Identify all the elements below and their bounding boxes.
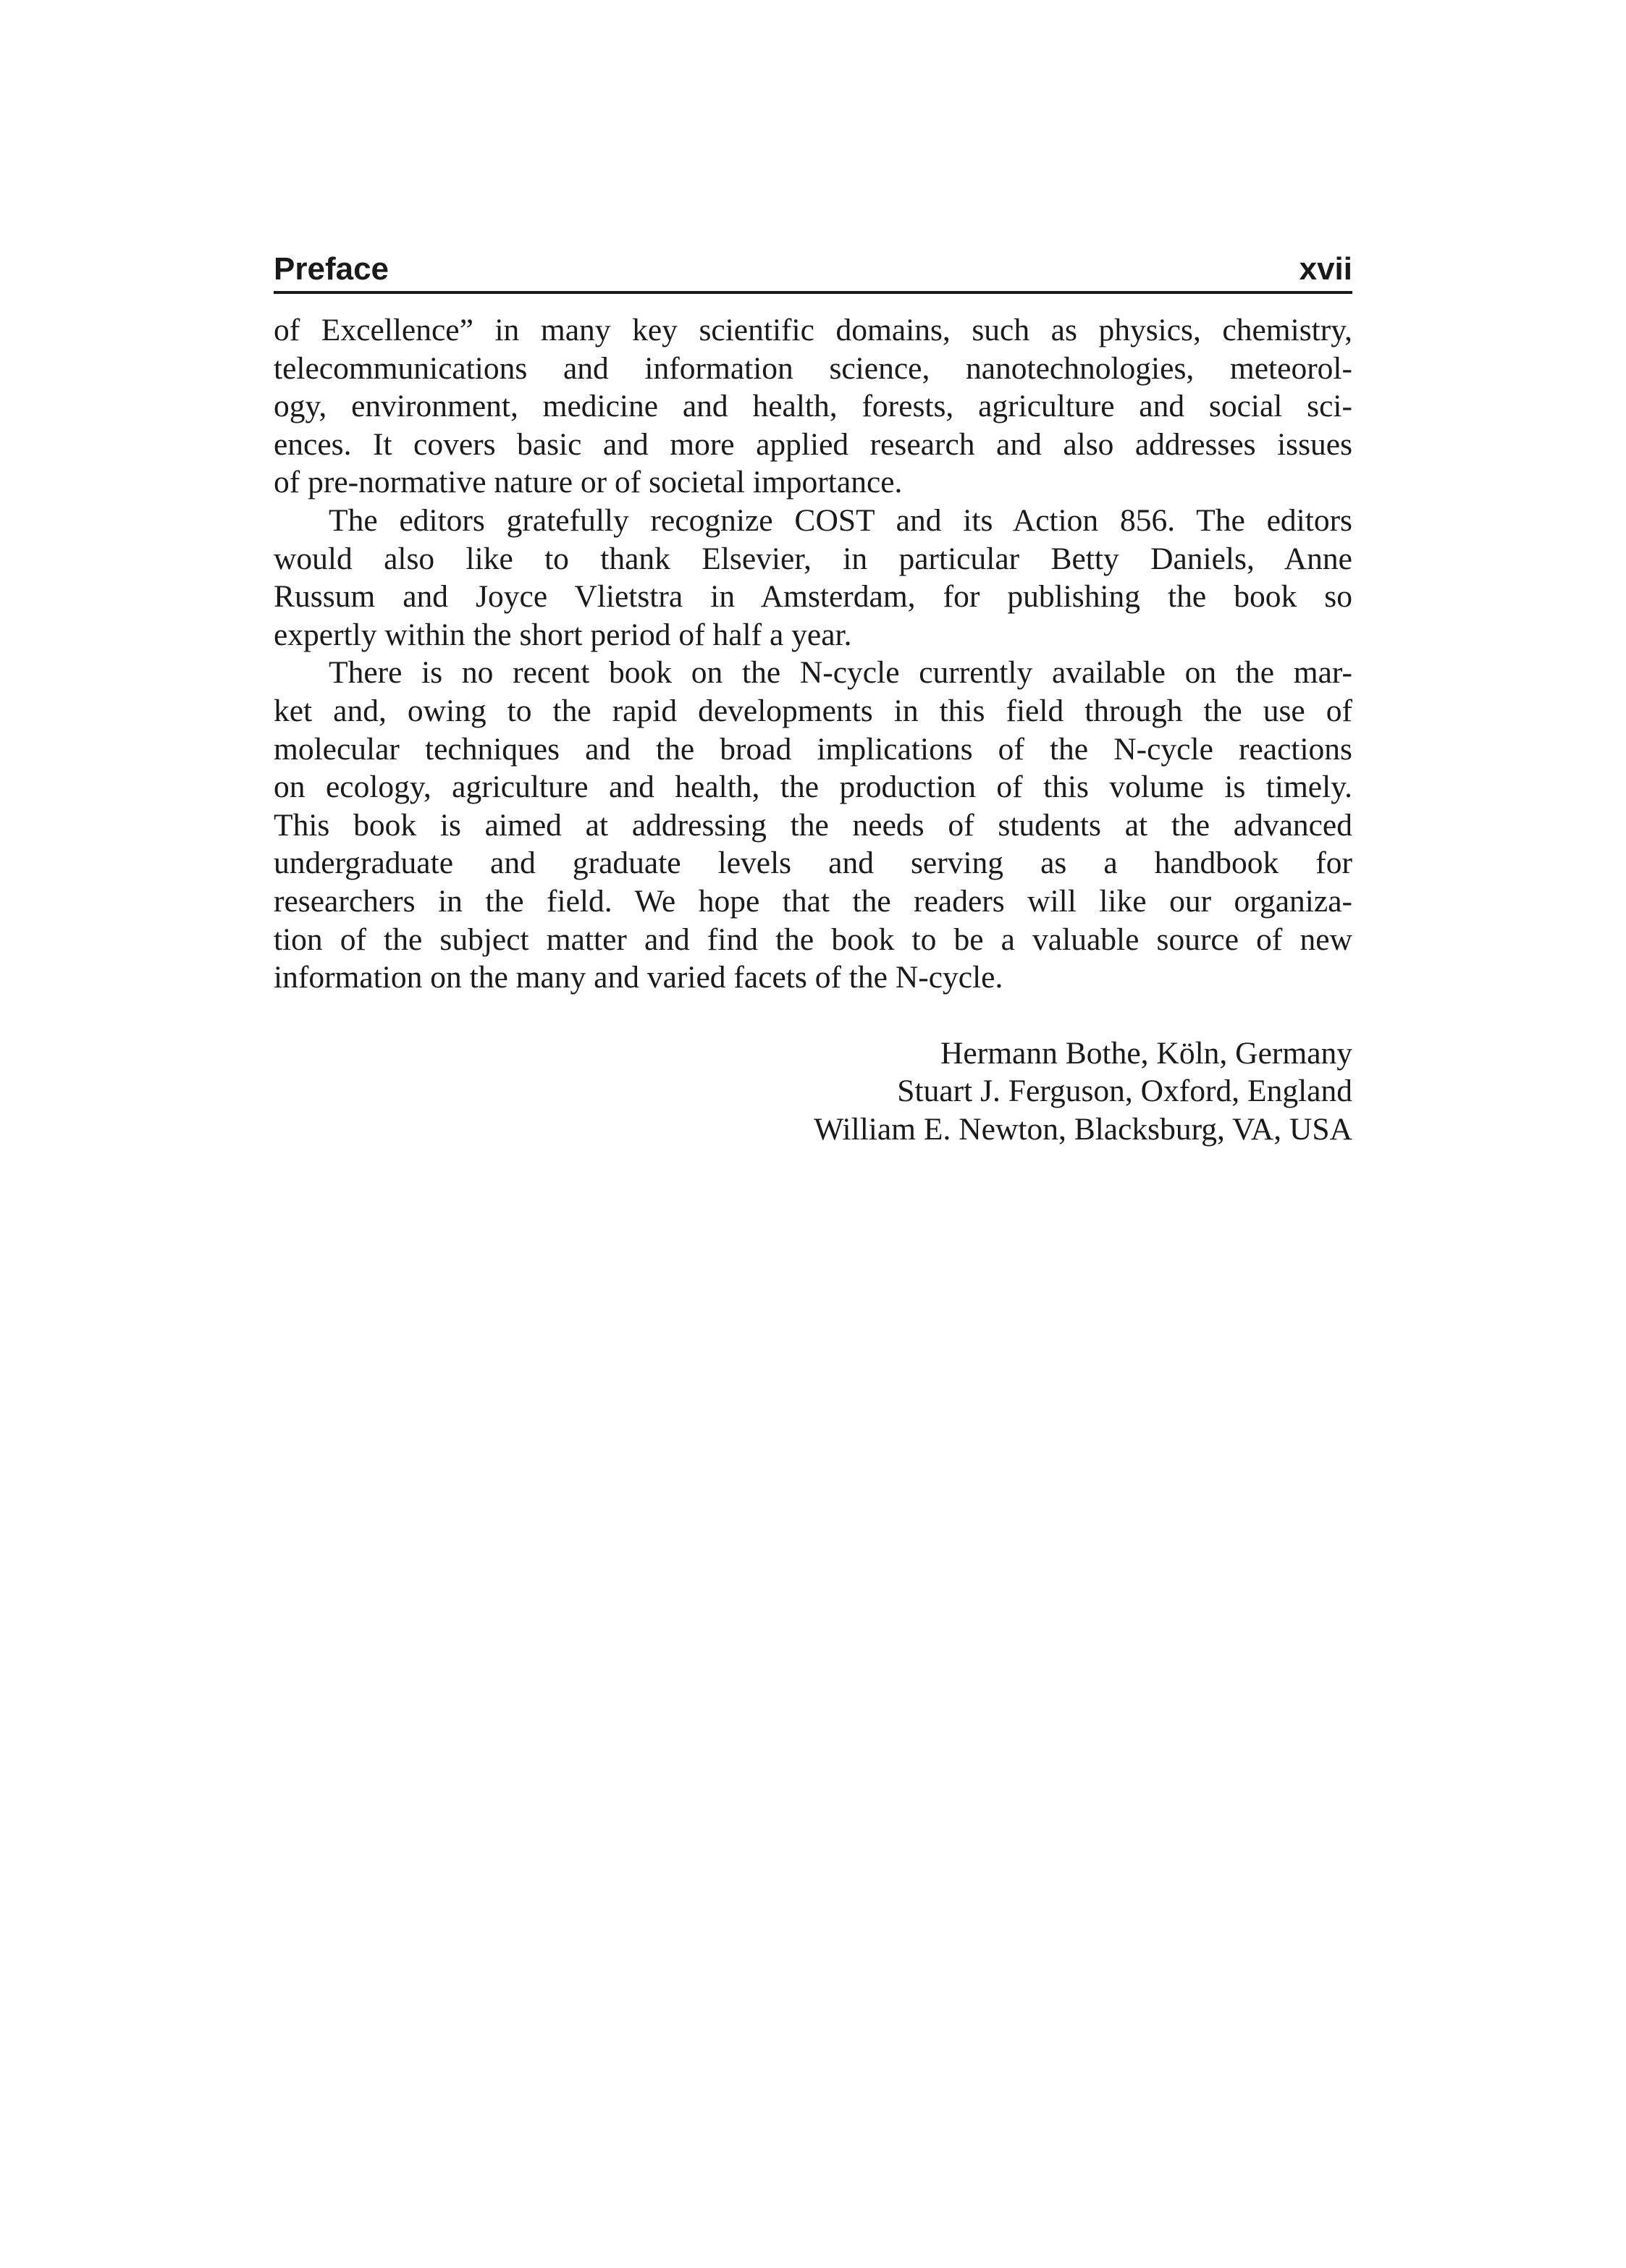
text-line: ket and, owing to the rapid developments in this field through the use of — [274, 693, 1352, 728]
section-title: Preface — [274, 251, 389, 287]
text-line: molecular techniques and the broad implications of the N-cycle reactions — [274, 731, 1352, 767]
text-line: information on the many and varied facets of the N-cycle. — [274, 960, 1003, 995]
signature-line: Stuart J. Ferguson, Oxford, England — [897, 1074, 1352, 1109]
text-line: would also like to thank Elsevier, in particular Betty Daniels, Anne — [274, 541, 1352, 576]
paragraph-3 — [274, 654, 1352, 996]
text-line: This book is aimed at addressing the needs of students at the advanced — [274, 807, 1352, 843]
text-line: Russum and Joyce Vlietstra in Amsterdam, for publishing the book so — [274, 579, 1352, 615]
text-line: The editors gratefully recognize COST and its Action 856. The editors — [329, 502, 1352, 538]
signature-line: William E. Newton, Blacksburg, VA, USA — [814, 1111, 1352, 1147]
book-page — [274, 246, 1352, 1148]
editor-signatures — [274, 1034, 1352, 1149]
text-line: There is no recent book on the N-cycle currently available on the mar- — [329, 655, 1352, 691]
page-number: xvii — [1299, 251, 1352, 287]
text-line: undergraduate and graduate levels and serving as a handbook for — [274, 846, 1352, 881]
paragraph-1 — [274, 311, 1352, 502]
text-line: of Excellence” in many key scientific domains, such as physics, chemistry, — [274, 313, 1352, 347]
paragraph-2 — [274, 502, 1352, 654]
text-line: ences. It covers basic and more applied research and also addresses issues — [274, 426, 1352, 462]
preface-body — [274, 311, 1352, 997]
text-line: telecommunications and information science, nanotechnologies, meteorol- — [274, 350, 1352, 386]
signature-line: Hermann Bothe, Köln, Germany — [940, 1035, 1352, 1071]
text-line: on ecology, agriculture and health, the production of this volume is timely. — [274, 770, 1352, 805]
text-line: researchers in the field. We hope that the readers will like our organiza- — [274, 883, 1352, 919]
running-head — [274, 246, 1352, 294]
text-line: expertly within the short period of half a year. — [274, 617, 852, 652]
text-line: tion of the subject matter and find the book to be a valuable source of new — [274, 922, 1352, 957]
text-line: ogy, environment, medicine and health, forests, agriculture and social sci- — [274, 389, 1352, 424]
text-line: of pre-normative nature or of societal importance. — [274, 465, 903, 500]
